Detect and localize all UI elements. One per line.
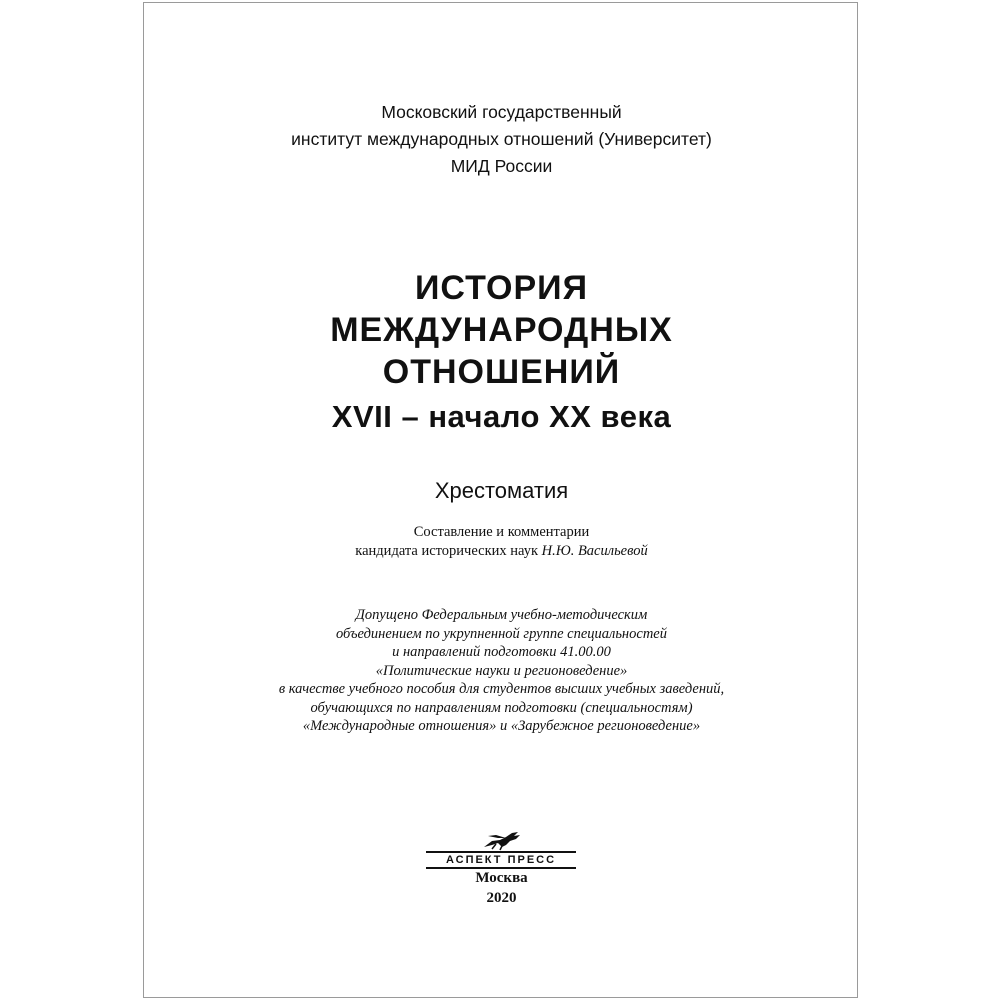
institution-line: Московский государственный [381,102,622,122]
compiler-name: Н.Ю. Васильевой [541,543,648,559]
pegasus-icon [426,829,576,851]
book-title [144,267,859,393]
institution-block [144,99,859,180]
approval-line: Допущено Федеральным учебно-методическим [355,607,648,623]
publisher-logo [426,829,576,869]
title-line: ОТНОШЕНИЙ [382,353,621,391]
publisher-name: АСПЕКТ ПРЕСС [426,851,576,869]
compiler-line-2 [144,542,859,561]
compiler-line: Составление и комментарии [413,524,590,540]
approval-line: в качестве учебного пособия для студентов высших учебных заведений, [278,681,725,697]
approval-line: «Международные отношения» и «Зарубежное регионоведение» [302,718,701,734]
approval-line: «Политические науки и регионоведение» [375,662,628,679]
approval-block [144,606,859,736]
publication-year: 2020 [486,890,517,906]
title-line: МЕЖДУНАРОДНЫХ [330,311,673,349]
institution-line: институт международных отношений (Университет) [291,129,712,149]
compiler-credentials: кандидата исторических наук [355,543,542,559]
approval-line: объединением по укрупненной группе специальностей [336,625,667,642]
approval-line: и направлений подготовки 41.00.00 [392,644,611,660]
book-period: XVII – начало XX века [331,399,672,434]
book-genre: Хрестоматия [434,478,569,503]
approval-line: обучающихся по направлениям подготовки (специальностям) [310,699,693,716]
title-line: ИСТОРИЯ [414,269,589,307]
compiler-block [144,523,859,561]
publisher-city: Москва [475,870,528,886]
title-page [143,2,858,998]
institution-line: МИД России [450,156,553,176]
